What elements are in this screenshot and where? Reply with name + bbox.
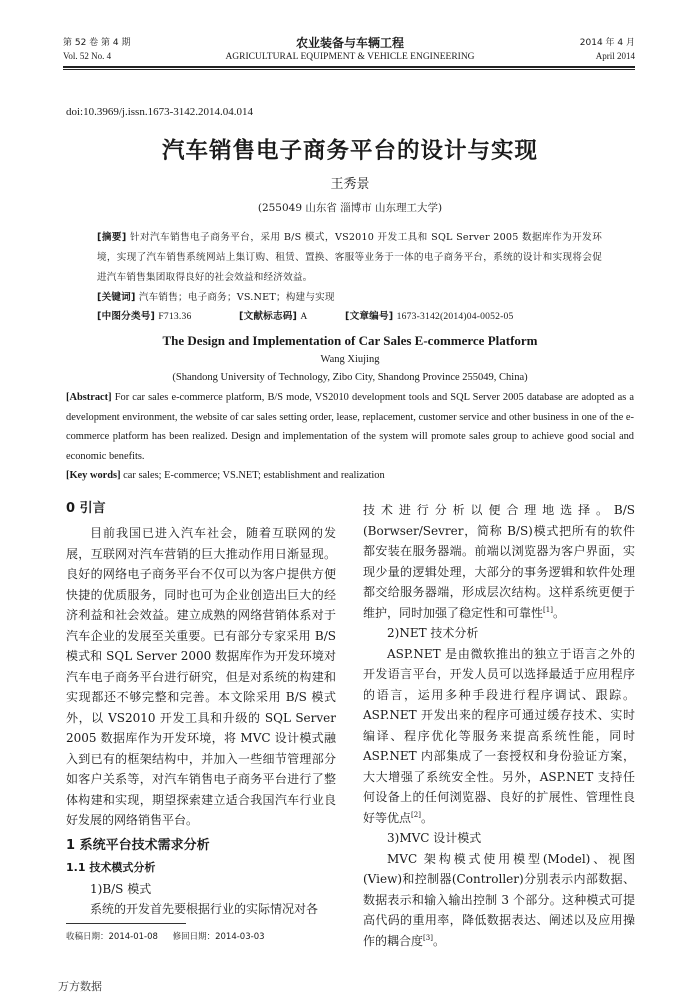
item-1-text: 系统的开发首先要根据行业的实际情况对各: [90, 902, 319, 916]
keywords-en: [66, 466, 634, 486]
keywords-cn-text: 汽车销售；电子商务；VS.NET；构建与实现: [138, 292, 335, 303]
doccode-value: A: [300, 311, 308, 322]
section-0-heading: 0 引言: [66, 501, 106, 516]
item-1-heading: 1)B/S 模式: [90, 881, 152, 896]
article-no-value: 1673-3142(2014)04-0052-05: [396, 311, 514, 322]
affiliation-en: (Shandong University of Technology, Zibo City, Shandong Province 255049, China): [172, 372, 528, 383]
journal-name: [200, 36, 500, 64]
item-3-heading: 3)MVC 设计模式: [387, 831, 482, 845]
journal-en: AGRICULTURAL EQUIPMENT & VEHICLE ENGINEERING: [225, 52, 475, 62]
aspnet-paragraph: ASP.NET 是由微软推出的独立于语言之外的开发语言平台，开发人员可以选择最适于应用程序的语言，运用多种手段进行程序调试、跟踪。ASP.NET 开发出来的程序可通过缓存技术、实时编译、程序优化等服务来提高系统性能，同时 ASP.NET 内部集成了一套授权和身份验证方案，大大增强了系统安全性。另外，ASP.NET 支持任何设备上的任何浏览器、良好的扩展性、管理性良好等优点[2]。: [363, 646, 635, 825]
keywords-cn: [97, 288, 602, 308]
reference-2: [2]: [411, 810, 421, 819]
abstract-en: [66, 388, 634, 466]
classification-line: [97, 307, 602, 327]
mvc-text: MVC 架构模式使用模型(Model)、视图(View)和控制器(Controller)分别表示内部数据、数据表示和输入输出控制 3 个部分。这种模式可提高代码的重用率，降低数据表达、阐述以及应用操作的耦合度: [363, 851, 635, 948]
doccode-label: [文献标志码]: [239, 311, 298, 322]
aspnet-text: ASP.NET 是由微软推出的独立于语言之外的开发语言平台，开发人员可以选择最适于应用程序的语言，运用多种手段进行程序调试、跟踪。ASP.NET 开发出来的程序可通过缓存技术、实时编译、程序优化等服务来提高系统性能，同时 ASP.NET 内部集成了一套授权和身份验证方案，大大增强了系统安全性。另外，ASP.NET 支持任何设备上的任何浏览器、良好的扩展性、管理性良好等优点: [363, 646, 635, 825]
left-column: [66, 498, 336, 920]
doi: doi:10.3969/j.issn.1673-3142.2014.04.014: [66, 106, 254, 118]
header-rule-bottom: [63, 69, 635, 70]
reference-1: [1]: [543, 605, 553, 614]
keywords-en-label: [Key words]: [66, 470, 121, 481]
right-column: [363, 500, 635, 951]
issue-date: [580, 37, 635, 63]
volume-info: [63, 37, 130, 63]
abstract-en-label: [Abstract]: [66, 392, 112, 403]
header-rule-top: [63, 66, 635, 68]
author-cn: 王秀景: [330, 177, 370, 192]
clc-value: F713.36: [158, 311, 192, 322]
section-1-heading: 1 系统平台技术需求分析: [66, 837, 210, 853]
journal-cn: 农业装备与车辆工程: [295, 36, 404, 50]
volume-cn: 第 52 卷 第 4 期: [63, 38, 131, 48]
paper-title-cn: 汽车销售电子商务平台的设计与实现: [161, 138, 538, 164]
keywords-cn-label: [关键词]: [97, 292, 136, 303]
affiliation-cn: (255049 山东省 淄博市 山东理工大学): [257, 202, 443, 214]
revised-date: 修回日期：2014-03-03: [172, 932, 265, 942]
bs-continuation-paragraph: 技术进行分析以便合理地选择。B/S (Borwser/Sevrer，简称 B/S)模式把所有的软件都安装在服务器端。前端以浏览器为客户界面，实现少量的逻辑处理，大部分的事务逻辑和软件处理都交给服务器端，形成层次结构。这样系统更便于维护，同时加强了稳定性和可靠性[1]。: [363, 503, 635, 620]
bs-continuation-text: 技术进行分析以便合理地选择。B/S (Borwser/Sevrer，简称 B/S)模式把所有的软件都安装在服务器端。前端以浏览器为客户界面，实现少量的逻辑处理，大部分的事务逻辑和软件处理都交给服务器端，形成层次结构。这样系统更便于维护，同时加强了稳定性和可靠性: [363, 503, 635, 620]
subsection-1-1-heading: 1.1 技术模式分析: [66, 860, 156, 874]
reference-3: [3]: [423, 933, 433, 942]
date-en: April 2014: [595, 51, 635, 61]
paper-title-en: The Design and Implementation of Car Sales E-commerce Platform: [162, 333, 538, 348]
clc-label: [中图分类号]: [97, 311, 156, 322]
mvc-paragraph: MVC 架构模式使用模型(Model)、视图(View)和控制器(Controller)分别表示内部数据、数据表示和输入输出控制 3 个部分。这种模式可提高代码的重用率，降低数据表达、阐述以及应用操作的耦合度[3]。: [363, 851, 635, 948]
footnote-rule: [66, 923, 186, 924]
item-2-heading: 2)NET 技术分析: [387, 626, 479, 640]
article-no-label: [文章编号]: [345, 311, 394, 322]
volume-en: Vol. 52 No. 4: [63, 51, 112, 61]
date-cn: 2014 年 4 月: [579, 38, 635, 48]
abstract-cn-text: 针对汽车销售电子商务平台，采用 B/S 模式，VS2010 开发工具和 SQL Server 2005 数据库作为开发环境，实现了汽车销售系统网站上集订购、租赁、置换、客服等业务于一体的电子商务平台，系统的设计和实现将会促进汽车销售集团取得良好的社会效益和经济效益。: [97, 232, 602, 283]
intro-paragraph: 目前我国已进入汽车社会，随着互联网的发展，互联网对汽车营销的巨大推动作用日渐显现。良好的网络电子商务平台不仅可以为客户提供方便快捷的优质服务，同时也可为企业创造出巨大的经济利益和社会效益。建立成熟的网络营销体系对于汽车企业的发展至关重要。已有部分专家采用 B/S 模式和 SQL Server 2000 数据库作为开发环境对汽车电子商务平台进行研究，但是对系统的构建和实现都还不够完整和完善。本文除采用 B/S 模式外，以 VS2010 开发工具和升级的 SQL Server 2005 数据库作为开发环境，将 MVC 设计模式融入到已有的框架结构中，并加入一些细节管理部分如客户关系等，对汽车销售电子商务平台进行了整体构建和实现，期望探索建立适合我国汽车行业良好发展的网络销售平台。: [66, 526, 336, 827]
abstract-cn-label: [摘要]: [97, 232, 127, 243]
author-en: Wang Xiujing: [320, 354, 380, 365]
watermark-text: 万方数据: [58, 980, 102, 993]
keywords-en-text: car sales; E-commerce; VS.NET; establishment and realization: [123, 470, 385, 481]
received-date: 收稿日期：2014-01-08: [66, 932, 158, 942]
abstract-en-text: For car sales e-commerce platform, B/S mode, VS2010 development tools and SQL Server 2005 database are adopted as a development environment, the website of car sales setting order, lease, replacement, customer service and other business in one of the e-commerce platform has been realized. Design and implementation of the system will promote sales group to achieve good social and economic benefits.: [66, 392, 634, 462]
footnote-dates: [66, 930, 265, 942]
abstract-cn: [97, 228, 602, 288]
